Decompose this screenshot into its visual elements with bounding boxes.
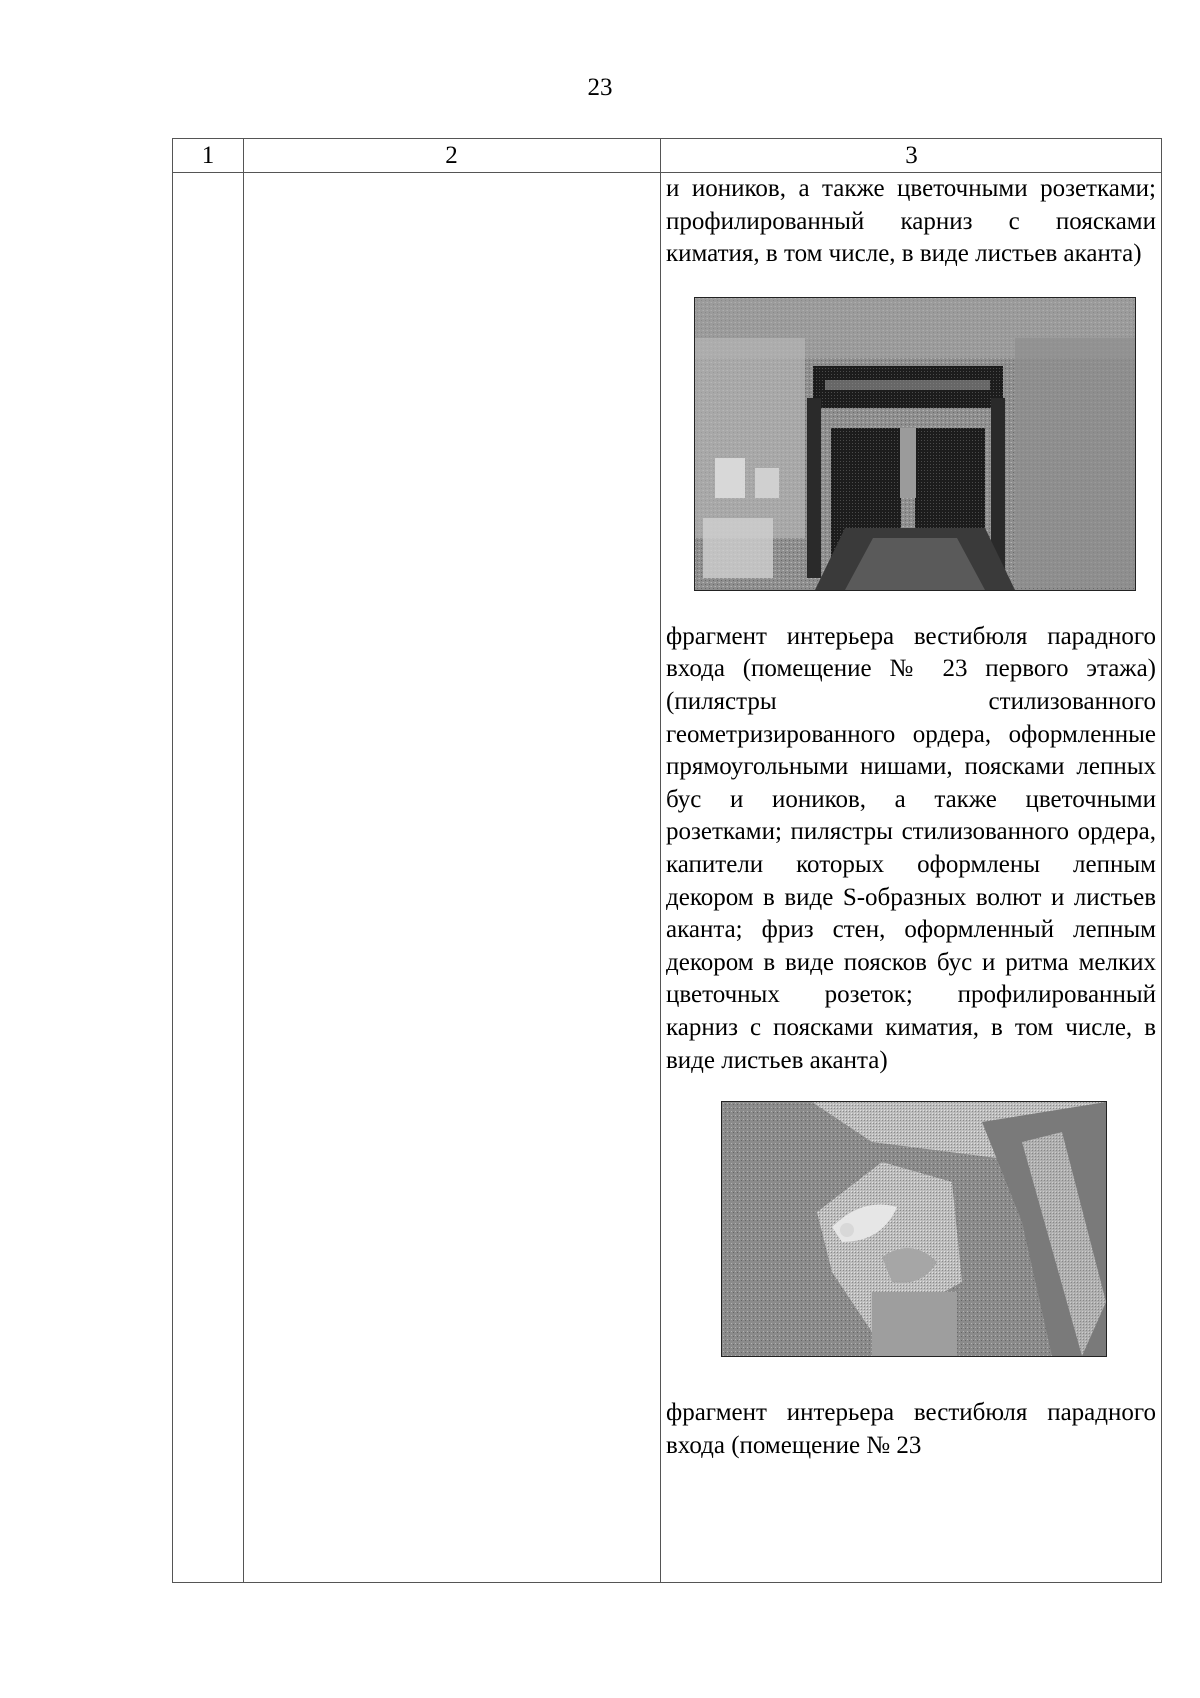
description-paragraph: фрагмент интерьера вестибюля парадного входа (помещение № 23 bbox=[666, 1399, 1156, 1459]
vestibule-entrance-photo bbox=[694, 297, 1136, 591]
column-header-2: 2 bbox=[445, 142, 458, 169]
column-divider bbox=[243, 139, 244, 1582]
description-paragraph: фрагмент интерьера вестибюля парадного входа (помещение № 23 первого этажа) (пилястры стилизованного геометризированного ордера, оформленные прямоугольными нишами, поясками лепных бус и иоников, а также цветочными розетками; пилястры стилизованного ордера, капители которых оформлены лепным декором в виде S-образных волют и листьев аканта; фриз стен, оформленный лепным декором в виде поясков бус и ритма мелких цветочных розеток; профилированный карниз с поясками киматия, в том числе, в виде листьев аканта) bbox=[666, 622, 1156, 1074]
document-table bbox=[172, 138, 1162, 1583]
column-divider bbox=[660, 139, 661, 1582]
pilaster-capital-photo bbox=[721, 1101, 1107, 1357]
description-paragraph: и иоников, а также цветочными розетками; профилированный карниз с поясками киматия, в том числе, в виде листьев аканта) bbox=[666, 175, 1156, 268]
page-number: 23 bbox=[587, 74, 613, 101]
column-3-content bbox=[666, 173, 1156, 1462]
column-header-3: 3 bbox=[905, 142, 918, 169]
column-header-1: 1 bbox=[201, 142, 215, 169]
